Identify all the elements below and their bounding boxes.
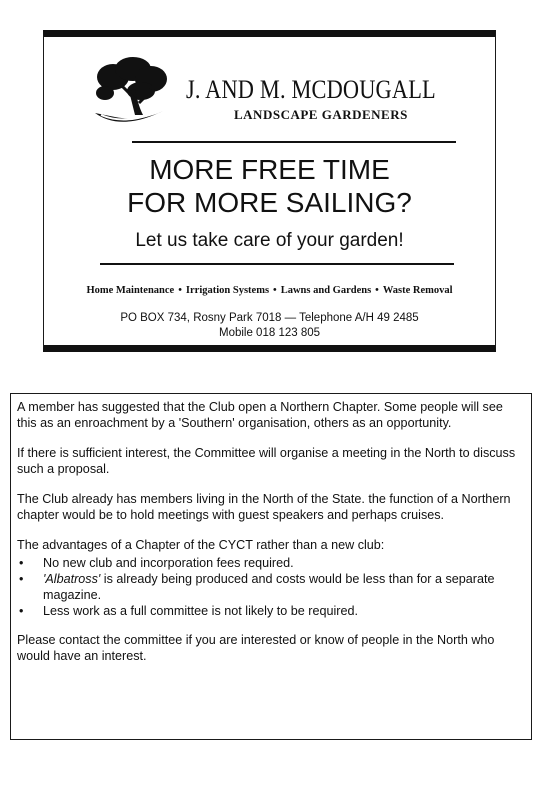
magazine-title: 'Albatross' (43, 572, 101, 586)
notice-paragraph: A member has suggested that the Club open a Northern Chapter. Some people will see this as an enroachment by a 'Southern' organisation, others as an opportunity. (17, 400, 503, 430)
contact-details (44, 311, 495, 341)
service-item: Home Maintenance (86, 285, 175, 296)
notice-paragraph: Please contact the committee if you are interested or know of people in the North who would have an interest. (17, 633, 495, 663)
service-item: Lawns and Gardens (280, 285, 372, 296)
notice-paragraph: If there is sufficient interest, the Committee will organise a meeting in the North to discuss such a proposal. (17, 446, 516, 476)
list-item: • Less work as a full committee is not likely to be required. (17, 603, 525, 619)
service-item: Irrigation Systems (185, 285, 270, 296)
service-item: Waste Removal (382, 285, 453, 296)
list-item: • No new club and incorporation fees required. (17, 555, 525, 571)
list-item (17, 571, 525, 603)
company-subtitle: LANDSCAPE GARDENERS (234, 107, 408, 122)
notice-paragraph: The advantages of a Chapter of the CYCT rather than a new club: (17, 538, 385, 552)
advertisement-box (43, 30, 496, 352)
list-item-text: is already being produced and costs would be less than for a separate magazine. (43, 572, 495, 602)
northern-chapter-notice (10, 393, 532, 740)
service-separator: • (375, 285, 379, 296)
services-list (44, 285, 495, 296)
mobile-line: Mobile 018 123 805 (218, 327, 321, 339)
service-separator: • (273, 285, 277, 296)
headline (44, 153, 495, 219)
tagline: Let us take care of your garden! (135, 230, 404, 251)
divider-middle (100, 263, 454, 265)
tree-logo-icon (91, 55, 169, 127)
address-line: PO BOX 734, Rosny Park 7018 — Telephone A/H 49 2485 (120, 312, 419, 324)
notice-paragraph: The Club already has members living in the North of the State. the function of a Northern chapter would be to hold meetings with guest speakers and perhaps cruises. (17, 492, 511, 522)
headline-line-1: MORE FREE TIME (149, 154, 390, 185)
divider-top (132, 141, 456, 143)
advantages-list (17, 555, 525, 619)
company-name: J. AND M. MCDOUGALL (186, 75, 436, 104)
service-separator: • (178, 285, 182, 296)
headline-line-2: FOR MORE SAILING? (127, 187, 412, 218)
